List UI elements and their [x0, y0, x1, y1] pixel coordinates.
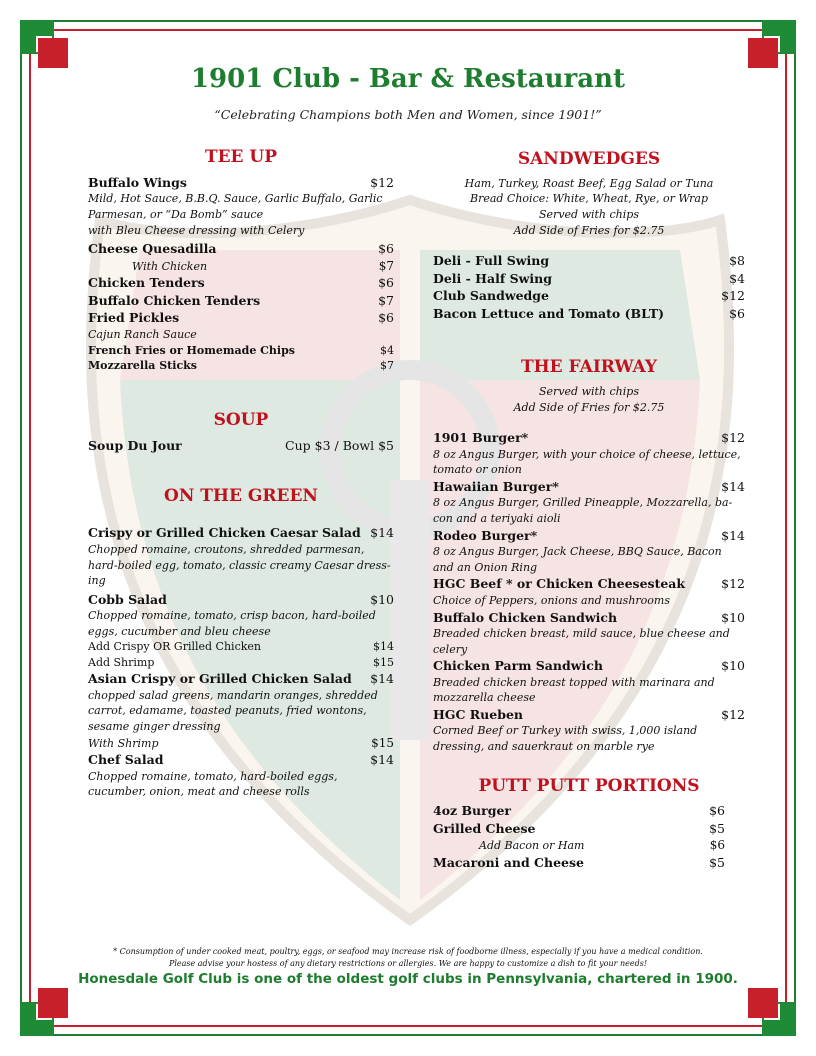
item-description: Breaded chicken breast topped with marinara and mozzarella cheese: [433, 675, 715, 705]
item-price: $10: [370, 591, 394, 607]
menu-item: [88, 174, 394, 192]
item-price: $5: [709, 855, 725, 871]
item-name: Hawaiian Burger*: [433, 478, 559, 494]
item-name: Rodeo Burger*: [433, 527, 538, 543]
menu-item: [88, 751, 394, 769]
menu-item: [88, 292, 394, 310]
item-price: $7: [378, 258, 394, 273]
section-heading-sandwedges: SANDWEDGES: [517, 149, 661, 169]
corner-ornament-top-left: [20, 20, 70, 70]
item-name: French Fries or Homemade Chips: [88, 343, 295, 357]
item-description: Chopped romaine, tomato, hard-boiled eggs, cucumber, onion, meat and cheese rolls: [88, 769, 338, 799]
item-price: $15: [373, 655, 394, 669]
section-heading-putt-putt: PUTT PUTT PORTIONS: [478, 775, 700, 796]
menu-item: [88, 274, 394, 292]
menu-item: [88, 591, 394, 609]
item-price: $14: [373, 640, 394, 654]
section-heading-the-fairway: THE FAIRWAY: [520, 357, 658, 378]
item-price: $5: [709, 820, 725, 836]
footer-disclaimer: [0, 946, 816, 971]
item-name: Mozzarella Sticks: [88, 358, 197, 372]
item-description: 8 oz Angus Burger, Grilled Pineapple, Mozzarella, ba-con and a teriyaki aioli: [433, 496, 733, 526]
menu-item: [433, 305, 745, 323]
menu-item: [88, 524, 394, 542]
menu-item: [88, 240, 394, 258]
left-column: [88, 146, 394, 800]
item-name: Buffalo Chicken Sandwich: [433, 609, 618, 625]
section-note: Bread Choice: White, Wheat, Rye, or Wrap: [469, 192, 709, 206]
item-name: Macaroni and Cheese: [433, 855, 584, 871]
item-price: $14: [370, 525, 394, 541]
menu-item: [433, 252, 745, 270]
item-name: Grilled Cheese: [433, 820, 536, 836]
section-note: Served with chips: [539, 208, 639, 222]
menu-item: [88, 309, 394, 327]
item-name: Fried Pickles: [88, 310, 180, 326]
item-name: Cobb Salad: [88, 591, 167, 607]
item-name: Chicken Parm Sandwich: [433, 658, 603, 674]
item-name: Buffalo Wings: [88, 174, 187, 190]
menu-item-option: [88, 735, 394, 752]
item-description: Corned Beef or Turkey with swiss, 1,000 island dressing, and sauerkraut on marble rye: [433, 724, 698, 754]
item-description: Chopped romaine, tomato, crisp bacon, hard-boiled eggs, cucumber and bleu cheese: [88, 609, 376, 638]
menu-item-option: [88, 655, 394, 670]
item-price: $12: [721, 430, 745, 446]
menu-item-option: [88, 258, 394, 275]
item-price: $14: [370, 671, 394, 687]
item-description: Chopped romaine, croutons, shredded parmesan, hard-boiled egg, tomato, classic creamy Caesar dress-ing: [88, 542, 391, 588]
menu-item: [433, 270, 745, 288]
item-price: $7: [380, 358, 394, 372]
item-description: 8 oz Angus Burger, Jack Cheese, BBQ Sauce, Bacon and an Onion Ring: [433, 545, 722, 574]
menu-item: [433, 706, 745, 724]
menu-item: [433, 609, 745, 627]
page-title: 1901 Club - Bar & Restaurant: [190, 64, 626, 94]
menu-item: [88, 343, 394, 358]
item-name: Chef Salad: [88, 752, 164, 768]
item-price: $6: [378, 275, 394, 291]
menu-item: [433, 478, 745, 496]
item-name: Add Shrimp: [88, 655, 155, 669]
item-price: $4: [380, 343, 394, 357]
item-name: 1901 Burger*: [433, 430, 529, 446]
item-description: Choice of Peppers, onions and mushrooms: [433, 593, 670, 607]
item-price: $6: [729, 305, 745, 321]
section-note: Add Side of Fries for $2.75: [513, 400, 665, 414]
item-name: Club Sandwedge: [433, 288, 549, 304]
menu-item: [88, 437, 394, 455]
corner-ornament-top-right: [746, 20, 796, 70]
item-price: $6: [709, 838, 725, 853]
section-heading-tee-up: TEE UP: [204, 147, 278, 167]
item-description: 8 oz Angus Burger, with your choice of cheese, lettuce, tomato or onion: [433, 447, 741, 477]
menu-item: [88, 358, 394, 373]
item-name: Crispy or Grilled Chicken Caesar Salad: [88, 525, 361, 541]
item-price: $14: [721, 478, 745, 494]
item-price: $6: [709, 803, 725, 819]
item-name: With Shrimp: [88, 736, 159, 750]
corner-ornament-bottom-left: [20, 986, 70, 1036]
item-price: $12: [721, 576, 745, 592]
item-name: Asian Crispy or Grilled Chicken Salad: [88, 671, 352, 687]
item-price: $10: [721, 658, 745, 674]
item-description: Breaded chicken breast, mild sauce, blue cheese and celery: [433, 627, 730, 656]
item-price: $7: [378, 292, 394, 308]
menu-item: [433, 820, 745, 838]
menu-item: [433, 287, 745, 305]
item-name: Bacon Lettuce and Tomato (BLT): [433, 305, 665, 321]
section-heading-on-the-green: ON THE GREEN: [164, 485, 318, 506]
disclaimer-line: Please advise your hostess of any dietary restrictions or allergies. We are happy to customize a dish to fit your needs!: [168, 959, 648, 969]
menu-item: [433, 527, 745, 545]
disclaimer-line: * Consumption of under cooked meat, poultry, eggs, or seafood may increase risk of foodborne illness, especially if you have a medical condition.: [113, 947, 703, 956]
item-name: Deli - Full Swing: [433, 253, 550, 269]
section-note: Ham, Turkey, Roast Beef, Egg Salad or Tuna: [464, 176, 714, 190]
menu-item: [433, 802, 745, 820]
item-description: chopped salad greens, mandarin oranges, shredded carrot, edamame, toasted peanuts, fried wontons, sesame ginger dressing: [88, 688, 378, 733]
menu-item: [433, 575, 745, 593]
menu-item: [433, 854, 745, 872]
item-price: $12: [370, 174, 394, 190]
section-note: Add Side of Fries for $2.75: [513, 223, 665, 237]
item-name: Soup Du Jour: [88, 438, 182, 454]
item-name: Chicken Tenders: [88, 275, 205, 291]
menu-item: [88, 670, 394, 688]
item-price: $4: [729, 270, 745, 286]
menu-item: [433, 429, 745, 447]
menu-item: [433, 657, 745, 675]
item-price: $14: [721, 527, 745, 543]
item-price: $12: [721, 288, 745, 304]
item-description: Cajun Ranch Sauce: [88, 327, 197, 341]
item-name: Add Bacon or Ham: [479, 839, 585, 853]
menu-item-option: [433, 837, 745, 854]
item-name: Add Crispy OR Grilled Chicken: [88, 640, 261, 654]
item-price: $12: [721, 706, 745, 722]
item-price: $14: [370, 752, 394, 768]
item-price: $6: [378, 310, 394, 326]
item-name: 4oz Burger: [433, 803, 512, 819]
menu-item-option: [88, 639, 394, 654]
item-name: HGC Beef * or Chicken Cheesesteak: [433, 576, 686, 592]
item-name: HGC Rueben: [433, 706, 523, 722]
item-description: Mild, Hot Sauce, B.B.Q. Sauce, Garlic Buffalo, Garlic Parmesan, or “Da Bomb” sauce with Bleu Cheese dressing with Celery: [88, 192, 383, 237]
item-price: Cup $3 / Bowl $5: [285, 438, 394, 454]
item-price: $10: [721, 609, 745, 625]
item-price: $6: [378, 241, 394, 257]
item-name: With Chicken: [132, 259, 208, 273]
item-name: Buffalo Chicken Tenders: [88, 292, 261, 308]
item-name: Cheese Quesadilla: [88, 241, 217, 257]
item-name: Deli - Half Swing: [433, 270, 552, 286]
item-price: $15: [371, 735, 394, 750]
right-column: [433, 148, 745, 872]
section-heading-soup: SOUP: [213, 410, 269, 431]
tagline: “Celebrating Champions both Men and Women, since 1901!”: [214, 107, 602, 122]
section-note: Served with chips: [539, 385, 639, 399]
corner-ornament-bottom-right: [746, 986, 796, 1036]
item-price: $8: [729, 253, 745, 269]
footer-club-statement: Honesdale Golf Club is one of the oldest golf clubs in Pennsylvania, chartered in 1900.: [78, 971, 738, 987]
